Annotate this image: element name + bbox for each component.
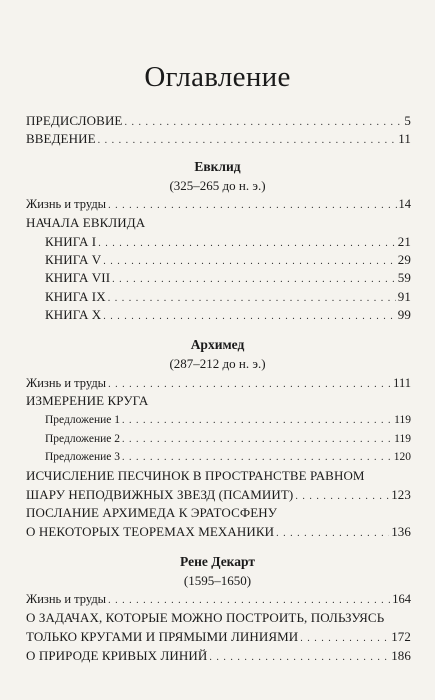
leader-dots — [122, 431, 392, 449]
entry-label: Жизнь и труды — [26, 376, 107, 390]
entry-page: 59 — [397, 270, 411, 285]
toc-entry-intro[interactable] — [26, 130, 411, 148]
leader-dots — [276, 525, 389, 543]
toc-entry-tasks[interactable] — [26, 628, 411, 646]
leader-dots — [295, 488, 389, 506]
section-descartes-dates: (1595–1650) — [183, 573, 252, 588]
leader-dots — [108, 197, 396, 215]
leader-dots — [112, 271, 396, 289]
toc-entry-euclid-elements[interactable]: НАЧАЛА ЕВКЛИДА — [26, 215, 146, 230]
entry-label: Жизнь и труды — [26, 197, 107, 211]
leader-dots — [98, 132, 397, 150]
entry-label: КНИГА V — [45, 252, 102, 267]
entry-page: 123 — [391, 487, 411, 502]
entry-page: 99 — [397, 307, 411, 322]
entry-page: 136 — [391, 524, 411, 539]
entry-page: 172 — [391, 629, 411, 644]
toc-entry-book5[interactable] — [45, 251, 411, 269]
entry-label: Жизнь и труды — [26, 592, 107, 606]
entry-label: Предложение 3 — [45, 451, 120, 463]
toc-entry-book9[interactable] — [45, 288, 411, 306]
section-archimedes-dates: (287–212 до н. э.) — [169, 356, 266, 371]
leader-dots — [209, 649, 389, 667]
toc-entry-method[interactable] — [26, 523, 411, 541]
entry-page: 119 — [394, 414, 411, 426]
entry-label: ПРЕДИСЛОВИЕ — [26, 113, 123, 128]
toc-entry-prop1[interactable] — [45, 411, 411, 429]
entry-label: Предложение 1 — [45, 414, 120, 426]
entry-label: КНИГА X — [45, 307, 102, 322]
entry-label: КНИГА I — [45, 234, 97, 249]
entry-page: 164 — [392, 592, 411, 606]
entry-page: 120 — [393, 451, 411, 463]
entry-page: 11 — [398, 131, 411, 146]
entry-label: КНИГА IX — [45, 289, 106, 304]
toc-entry-descartes-life[interactable] — [26, 590, 411, 608]
toc-entry-measurement-circle[interactable]: ИЗМЕРЕНИЕ КРУГА — [26, 393, 149, 408]
entry-page: 186 — [391, 648, 411, 663]
entry-label: ВВЕДЕНИЕ — [26, 131, 96, 146]
toc-entry-prop3[interactable] — [45, 448, 411, 466]
entry-page: 21 — [397, 234, 411, 249]
section-descartes-name: Рене Декарт — [180, 554, 255, 569]
leader-dots — [300, 630, 389, 648]
toc-entry-tasks-line1[interactable]: О ЗАДАЧАХ, КОТОРЫЕ МОЖНО ПОСТРОИТЬ, ПОЛЬЗУЯСЬ — [26, 610, 385, 625]
toc-entry-sand-reckoner-line1[interactable]: ИСЧИСЛЕНИЕ ПЕСЧИНОК В ПРОСТРАНСТВЕ РАВНОМ — [26, 468, 365, 483]
toc-entry-preface[interactable] — [26, 112, 411, 130]
leader-dots — [108, 376, 391, 394]
entry-page: 91 — [397, 289, 411, 304]
entry-page: 29 — [397, 252, 411, 267]
toc-entry-euclid-life[interactable] — [26, 195, 411, 213]
toc-entry-book1[interactable] — [45, 233, 411, 251]
toc-entry-archimedes-life[interactable] — [26, 374, 411, 392]
entry-page: 14 — [398, 197, 411, 211]
section-archimedes-name: Архимед — [190, 337, 245, 352]
entry-label: О НЕКОТОРЫХ ТЕОРЕМАХ МЕХАНИКИ — [26, 524, 275, 539]
toc-entry-book7[interactable] — [45, 269, 411, 287]
section-euclid-name: Евклид — [194, 159, 241, 174]
section-euclid-dates: (325–265 до н. э.) — [169, 178, 266, 193]
entry-label: КНИГА VII — [45, 270, 111, 285]
entry-page: 111 — [393, 376, 411, 390]
entry-page: 5 — [404, 113, 411, 128]
entry-label: ТОЛЬКО КРУГАМИ И ПРЯМЫМИ ЛИНИЯМИ — [26, 629, 299, 644]
entry-label: О ПРИРОДЕ КРИВЫХ ЛИНИЙ — [26, 648, 208, 663]
leader-dots — [122, 412, 392, 430]
toc-entry-book10[interactable] — [45, 306, 411, 324]
leader-dots — [108, 592, 390, 610]
leader-dots — [122, 449, 392, 467]
page-title: Оглавление — [144, 61, 291, 93]
toc-entry-curves[interactable] — [26, 647, 411, 665]
entry-label: ШАРУ НЕПОДВИЖНЫХ ЗВЕЗД (ПСАМИИТ) — [26, 487, 294, 502]
toc-entry-prop2[interactable] — [45, 430, 411, 448]
leader-dots — [103, 308, 396, 326]
toc-entry-method-line1[interactable]: ПОСЛАНИЕ АРХИМЕДА К ЭРАТОСФЕНУ — [26, 505, 278, 520]
entry-page: 119 — [394, 433, 411, 445]
entry-label: Предложение 2 — [45, 433, 120, 445]
toc-entry-sand-reckoner[interactable] — [26, 486, 411, 504]
